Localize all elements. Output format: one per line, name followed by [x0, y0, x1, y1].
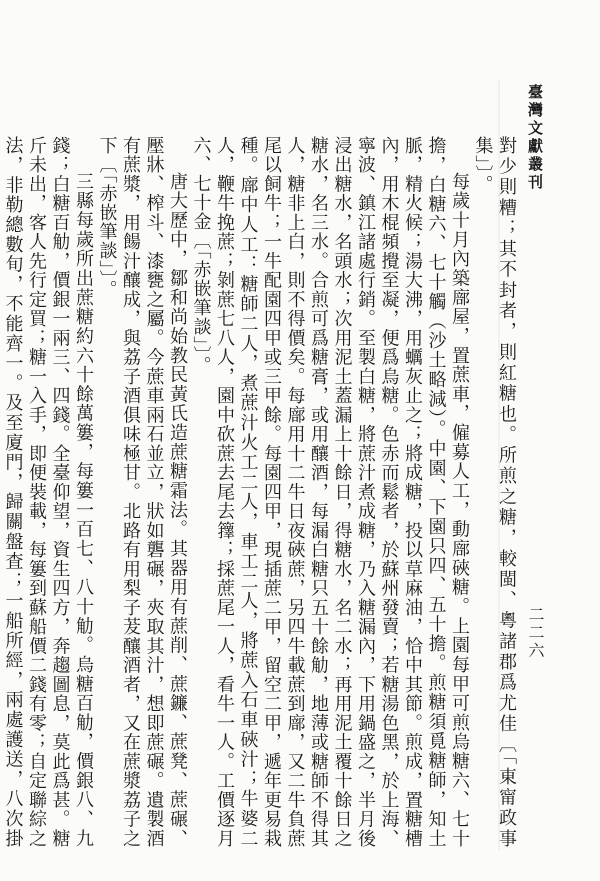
page-number: 二二六 — [526, 606, 545, 660]
running-header: 臺灣文獻叢刊 — [526, 84, 544, 192]
paragraph-4: 三縣每歲所出蔗糖約六十餘萬簍，每簍一百七、八十觔。烏糖百觔，價銀八、九錢；白糖百觔，價銀一兩三、四錢。全臺仰望，資生四方，奔趨圖息，莫此爲甚。糖斤未出，客人先行定買；糖一入手，即便裝載，每簍到蘇船價二錢有零；自定聯綜之法，非勒總數旬，不能齊一。及至廈門，歸關盤査；一船所經，兩處護送，八次掛 — [2, 136, 94, 848]
body-text — [2, 136, 518, 848]
paragraph-1: 對少則糟；其不封者，則紅糖也。所煎之糖，較閩、粵諸郡爲尤佳〔「東甯政事集」〕。 — [472, 136, 517, 848]
paragraph-2: 每歲十月內築廍屋，置蔗車，僱募人工，動廍硤糖。上園每甲可煎烏糖六、七十擔，白糖六、七十觸（沙土略減）。中園、下園只四、五十擔。煎糖須覓糖師，知土脈，精火候；湯大沸，用蠣灰止之；將成糖，投以草麻油，恰中其節。煎成，置糖槽內，用木棍頻攪至凝，便爲烏糖。色赤而鬆者，於蘇州發賣；若糖湯色黑，於上海、寧波、鎮江諸處行銷。至製白糖，將蔗汁煮成糖，乃入糖漏內，下用鍋盛之，半月後浸出糖水，名頭水；次用泥土蓋漏上十餘日，得糖水，名二水；再用泥土覆十餘日之糖水，名三水。合煎可爲糖膏，或用釀酒，每漏白糖只五十餘觔，地薄或糖師不得其人，糖非上白，則不得價矣。每廍用十二牛日夜硤蔗，另四牛載蔗到廍，又二牛負蔗尾以飼牛；一牛配園四甲或三甲餘。每園四甲，現插蔗二甲，留空二甲，遞年更易栽種。廍中人工：糖師二人，煮蔗汁火工二人，車工二人，將蔗入石車硤汁；牛婆二人，鞭牛挽蔗；剝蔗七八人，園中砍蔗去尾去籜；採蔗尾一人，看牛一人。工價逐月六、七十金〔「赤嵌筆談」〕。 — [190, 136, 470, 848]
paragraph-3: 唐大歷中，鄒和尚始教民黃氏造蔗糖霜法。其器用有蔗削、蔗鐮、蔗凳、蔗碾、壓牀、榨斗、漆甕之屬。今蔗車兩石並立，狀如礱碾，夾取其汁，想即蔗碾。遺製酒有蔗漿，用餳汁釀成，與荔子酒俱味極甘。北路有用梨子茇釀酒者，又在蔗漿荔子之下〔「赤嵌筆談」〕。 — [96, 136, 188, 848]
